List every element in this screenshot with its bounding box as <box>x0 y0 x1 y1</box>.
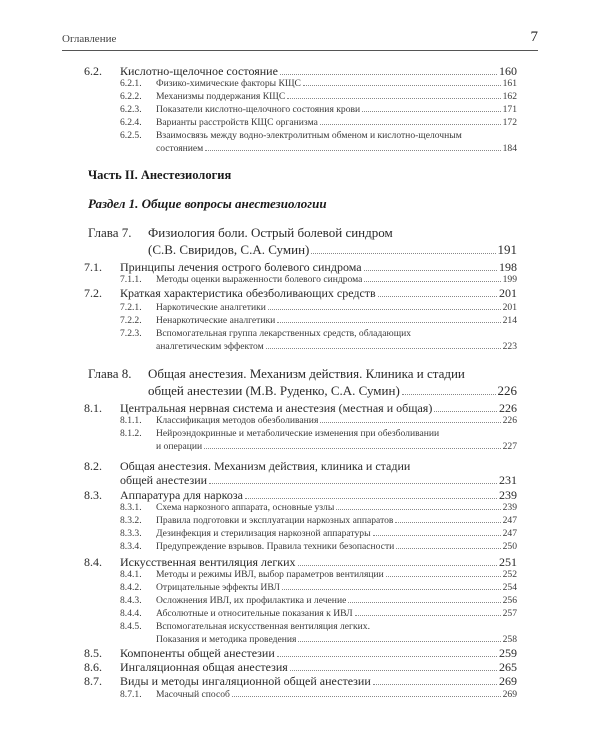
toc-entry-number: 7.1.1. <box>120 274 142 285</box>
toc-entry-title: Отрицательные эффекты ИВЛ <box>156 582 280 593</box>
toc-entry[interactable] <box>0 620 600 646</box>
toc-entry-number: 7.1. <box>84 260 102 274</box>
toc-entry-number: 7.2.2. <box>120 315 142 326</box>
toc-entry-line <box>120 488 517 502</box>
toc-entry[interactable] <box>0 674 600 688</box>
dot-leader <box>209 483 497 484</box>
dot-leader <box>298 565 497 566</box>
toc-entry[interactable] <box>0 540 600 553</box>
toc-entry-line <box>148 241 517 258</box>
toc-entry-number: 6.2.2. <box>120 91 142 102</box>
toc-entry-page: 247 <box>502 515 517 526</box>
toc-entry-number: 8.6. <box>84 660 102 674</box>
toc-entry[interactable] <box>0 327 600 353</box>
toc-entry-number: Глава 7. <box>88 225 132 240</box>
toc-entry-title: Методы оценки выраженности болевого синдрома <box>156 274 363 285</box>
toc-entry-line <box>156 129 517 142</box>
dot-leader <box>277 322 500 323</box>
dot-leader <box>402 394 496 395</box>
toc-entry-line <box>148 382 517 399</box>
toc-entry-line <box>156 273 517 286</box>
toc-entry-page: 184 <box>502 143 517 154</box>
toc-entry-number: 8.3.2. <box>120 515 142 526</box>
dot-leader <box>320 124 501 125</box>
toc-entry-page: 201 <box>502 302 517 313</box>
toc-entry[interactable] <box>0 64 600 78</box>
toc-entry-title: Схема наркозного аппарата, основные узлы <box>156 502 335 513</box>
toc-entry-title: Ненаркотические аналгетики <box>156 315 276 326</box>
toc-entry-title: Варианты расстройств КЩС организма <box>156 117 318 128</box>
toc-entry-line <box>156 620 517 633</box>
toc-entry-line <box>156 688 517 701</box>
toc-entry-page: 247 <box>502 528 517 539</box>
toc-entry-page: 254 <box>502 582 517 593</box>
toc-entry-title: Общая анестезия. Механизм действия. Клиника и стадии <box>148 366 465 381</box>
toc-entry-page: 258 <box>502 634 517 645</box>
toc-entry-title: Классификация методов обезболивания <box>156 415 319 426</box>
toc-entry-number: 8.3.3. <box>120 528 142 539</box>
toc-entry-number: 7.2. <box>84 286 102 300</box>
toc-entry-title: Взаимосвязь между водно-электролитным обменом и кислотно-щелочным <box>156 130 462 141</box>
toc-entry-line <box>148 224 517 241</box>
dot-leader <box>373 535 501 536</box>
toc-entry[interactable] <box>0 129 600 155</box>
toc-entry-number: 8.4.4. <box>120 608 142 619</box>
dot-leader <box>266 348 501 349</box>
toc-entry[interactable] <box>0 286 600 300</box>
toc-entry[interactable] <box>0 427 600 453</box>
toc-entry-line <box>156 501 517 514</box>
toc-entry[interactable] <box>0 103 600 116</box>
toc-entry-line <box>120 555 517 569</box>
dot-leader <box>348 602 500 603</box>
toc-entry[interactable] <box>0 688 600 701</box>
toc-entry-page: 199 <box>502 274 517 285</box>
toc-entry-line <box>156 540 517 553</box>
toc-entry[interactable] <box>0 77 600 90</box>
dot-leader <box>311 253 495 254</box>
part-heading: Часть II. Анестезиология <box>88 168 232 182</box>
toc-entry-title: Принципы лечения острого болевого синдрома <box>120 260 362 274</box>
toc-entry-title: Виды и методы ингаляционной общей анестезии <box>120 674 371 688</box>
toc-entry-line <box>156 414 517 427</box>
dot-leader <box>434 411 497 412</box>
toc-entry[interactable] <box>0 514 600 527</box>
toc-entry-number: 6.2.3. <box>120 104 142 115</box>
dot-leader <box>280 74 497 75</box>
toc-entry-page: 161 <box>502 78 517 89</box>
toc-entry-line <box>120 646 517 660</box>
toc-entry-title: Искусственная вентиляция легких <box>120 555 296 569</box>
page-number: 7 <box>530 29 538 45</box>
toc-entry-title: Показатели кислотно-щелочного состояния крови <box>156 104 361 115</box>
toc-entry-page: 191 <box>497 242 517 257</box>
toc-entry-line <box>148 365 517 382</box>
toc-entry-page: 252 <box>502 569 517 580</box>
toc-entry-line <box>156 314 517 327</box>
dot-leader <box>378 296 497 297</box>
dot-leader <box>298 641 500 642</box>
toc-entry-line <box>120 674 517 688</box>
toc-entry[interactable] <box>0 90 600 103</box>
dot-leader <box>245 498 497 499</box>
toc-entry-number: 8.4.1. <box>120 569 142 580</box>
toc-entry-number: 6.2.5. <box>120 130 142 141</box>
toc-entry-number: 6.2.4. <box>120 117 142 128</box>
toc-entry-line <box>156 594 517 607</box>
toc-entry-title: общей анестезии <box>120 473 208 487</box>
toc-entry-page: 226 <box>502 415 517 426</box>
toc-entry-title: общей анестезии (М.В. Руденко, С.А. Сумин) <box>148 383 400 398</box>
dot-leader <box>373 684 497 685</box>
toc-entry-page: 227 <box>502 441 517 452</box>
dot-leader <box>303 85 501 86</box>
toc-entry-page: 239 <box>502 502 517 513</box>
toc-entry-line <box>156 103 517 116</box>
toc-entry-title: Правила подготовки и эксплуатации наркозных аппаратов <box>156 515 394 526</box>
toc-entry-page: 239 <box>499 488 517 502</box>
toc-entry-number: 7.2.1. <box>120 302 142 313</box>
toc-entry-page: 226 <box>497 383 517 398</box>
header-rule <box>62 50 538 51</box>
dot-leader <box>205 150 500 151</box>
toc-entry-title: Механизмы поддержания КЩС <box>156 91 286 102</box>
toc-entry-line <box>156 142 517 155</box>
toc-entry-line <box>156 327 517 340</box>
toc-entry-page: 269 <box>499 674 517 688</box>
toc-entry-number: 8.7. <box>84 674 102 688</box>
toc-entry-line <box>156 340 517 353</box>
toc-entry-number: 8.1. <box>84 401 102 415</box>
toc-entry-number: 6.2.1. <box>120 78 142 89</box>
toc-entry[interactable] <box>0 314 600 327</box>
toc-entry[interactable] <box>0 646 600 660</box>
toc-entry-line <box>156 607 517 620</box>
toc-entry-number: 7.2.3. <box>120 328 142 339</box>
dot-leader <box>232 696 501 697</box>
dot-leader <box>396 548 500 549</box>
toc-entry-line <box>156 90 517 103</box>
toc-entry-page: 259 <box>499 646 517 660</box>
toc-entry-page: 201 <box>499 286 517 300</box>
toc-entry-title: Методы и режимы ИВЛ, выбор параметров вентиляции <box>156 569 384 580</box>
toc-entry-title: Дезинфекция и стерилизация наркозной аппаратуры <box>156 528 371 539</box>
toc-entry[interactable] <box>0 594 600 607</box>
toc-entry-line <box>120 260 517 274</box>
dot-leader <box>362 111 500 112</box>
toc-entry-page: 231 <box>499 473 517 487</box>
toc-entry-page: 214 <box>502 315 517 326</box>
toc-entry-page: 251 <box>499 555 517 569</box>
toc-entry-line <box>120 473 517 487</box>
toc-entry-page: 162 <box>502 91 517 102</box>
toc-entry[interactable] <box>0 260 600 274</box>
toc-entry[interactable] <box>0 568 600 581</box>
dot-leader <box>386 576 501 577</box>
toc-entry[interactable] <box>0 273 600 286</box>
toc-entry[interactable] <box>0 607 600 620</box>
toc-entry-title: и операции <box>156 441 203 452</box>
toc-entry-line <box>156 581 517 594</box>
toc-entry-page: 223 <box>502 341 517 352</box>
toc-entry[interactable] <box>0 301 600 314</box>
toc-entry-title: аналгетическим эффектом <box>156 341 264 352</box>
toc-entry-title: Аппаратура для наркоза <box>120 488 243 502</box>
toc-entry-number: 8.3. <box>84 488 102 502</box>
toc-entry-number: Глава 8. <box>88 366 132 381</box>
toc-entry-line <box>156 527 517 540</box>
toc-entry-title: Вспомогательная искусственная вентиляция легких. <box>156 621 370 632</box>
toc-entry-line <box>156 77 517 90</box>
toc-entry-page: 250 <box>502 541 517 552</box>
dot-leader <box>277 656 497 657</box>
toc-entry-title: Физико-химические факторы КЩС <box>156 78 301 89</box>
toc-entry-page: 257 <box>502 608 517 619</box>
toc-entry-line <box>156 301 517 314</box>
dot-leader <box>395 522 500 523</box>
dot-leader <box>204 448 500 449</box>
toc-entry-page: 171 <box>502 104 517 115</box>
dot-leader <box>268 309 501 310</box>
toc-entry-number: 8.5. <box>84 646 102 660</box>
toc-entry-number: 8.1.2. <box>120 428 142 439</box>
toc-entry-line <box>120 459 517 473</box>
toc-entry-page: 172 <box>502 117 517 128</box>
toc-entry[interactable] <box>0 581 600 594</box>
toc-entry-title: Осложнения ИВЛ, их профилактика и лечение <box>156 595 347 606</box>
toc-entry-title: Физиология боли. Острый болевой синдром <box>148 225 393 240</box>
running-header-title: Оглавление <box>62 33 117 45</box>
toc-entry[interactable] <box>0 401 600 415</box>
toc-chapter-entry[interactable] <box>0 224 600 258</box>
toc-entry-line <box>156 116 517 129</box>
toc-entry-title: состоянием <box>156 143 204 154</box>
toc-entry-number: 8.2. <box>84 459 102 473</box>
toc-entry-number: 8.1.1. <box>120 415 142 426</box>
toc-entry-title: Вспомогательная группа лекарственных средств, обладающих <box>156 328 412 339</box>
toc-entry[interactable] <box>0 555 600 569</box>
toc-entry-page: 198 <box>499 260 517 274</box>
toc-entry-title: Ингаляционная общая анестезия <box>120 660 288 674</box>
toc-entry-line <box>120 64 517 78</box>
toc-entry-line <box>156 440 517 453</box>
section-heading: Раздел 1. Общие вопросы анестезиологии <box>88 196 327 211</box>
dot-leader <box>290 670 497 671</box>
toc-entry[interactable] <box>0 488 600 502</box>
dot-leader <box>287 98 500 99</box>
toc-entry-number: 8.4.3. <box>120 595 142 606</box>
dot-leader <box>336 509 500 510</box>
toc-entry[interactable] <box>0 660 600 674</box>
toc-entry-page: 160 <box>499 64 517 78</box>
toc-entry-page: 226 <box>499 401 517 415</box>
toc-entry-number: 8.4.2. <box>120 582 142 593</box>
toc-entry-number: 8.3.4. <box>120 541 142 552</box>
toc-entry[interactable] <box>0 414 600 427</box>
dot-leader <box>364 270 497 271</box>
toc-entry[interactable] <box>0 116 600 129</box>
toc-entry-title: Масочный способ <box>156 689 230 700</box>
toc-entry-line <box>156 568 517 581</box>
toc-entry[interactable] <box>0 459 600 487</box>
toc-entry-line <box>120 401 517 415</box>
toc-entry-number: 6.2. <box>84 64 102 78</box>
toc-entry-line <box>156 633 517 646</box>
toc-entry-line <box>156 427 517 440</box>
toc-entry-number: 8.4. <box>84 555 102 569</box>
dot-leader <box>320 422 500 423</box>
toc-entry-title: Предупреждение взрывов. Правила техники безопасности <box>156 541 395 552</box>
toc-entry-title: Наркотические аналгетики <box>156 302 266 313</box>
dot-leader <box>282 589 501 590</box>
toc-entry-title: Абсолютные и относительные показания к ИВЛ <box>156 608 353 619</box>
toc-entry[interactable] <box>0 527 600 540</box>
toc-entry-number: 8.7.1. <box>120 689 142 700</box>
toc-entry-page: 256 <box>502 595 517 606</box>
toc-entry-title: Показания и методика проведения <box>156 634 297 645</box>
toc-entry-line <box>156 514 517 527</box>
toc-entry-page: 265 <box>499 660 517 674</box>
toc-entry-line <box>120 286 517 300</box>
toc-entry-title: Кислотно-щелочное состояние <box>120 64 278 78</box>
toc-entry-title: Краткая характеристика обезболивающих средств <box>120 286 376 300</box>
toc-chapter-entry[interactable] <box>0 365 600 399</box>
toc-entry-page: 269 <box>502 689 517 700</box>
toc-entry-line <box>120 660 517 674</box>
toc-entry[interactable] <box>0 501 600 514</box>
toc-entry-title: Центральная нервная система и анестезия (местная и общая) <box>120 401 433 415</box>
toc-entry-title: Нейроэндокринные и метаболические изменения при обезболивании <box>156 428 440 439</box>
toc-entry-number: 8.3.1. <box>120 502 142 513</box>
dot-leader <box>364 281 500 282</box>
toc-entry-title: (С.В. Свиридов, С.А. Сумин) <box>148 242 310 257</box>
dot-leader <box>355 615 501 616</box>
toc-entry-title: Компоненты общей анестезии <box>120 646 275 660</box>
toc-entry-title: Общая анестезия. Механизм действия, клиника и стадии <box>120 459 411 473</box>
toc-entry-number: 8.4.5. <box>120 621 142 632</box>
